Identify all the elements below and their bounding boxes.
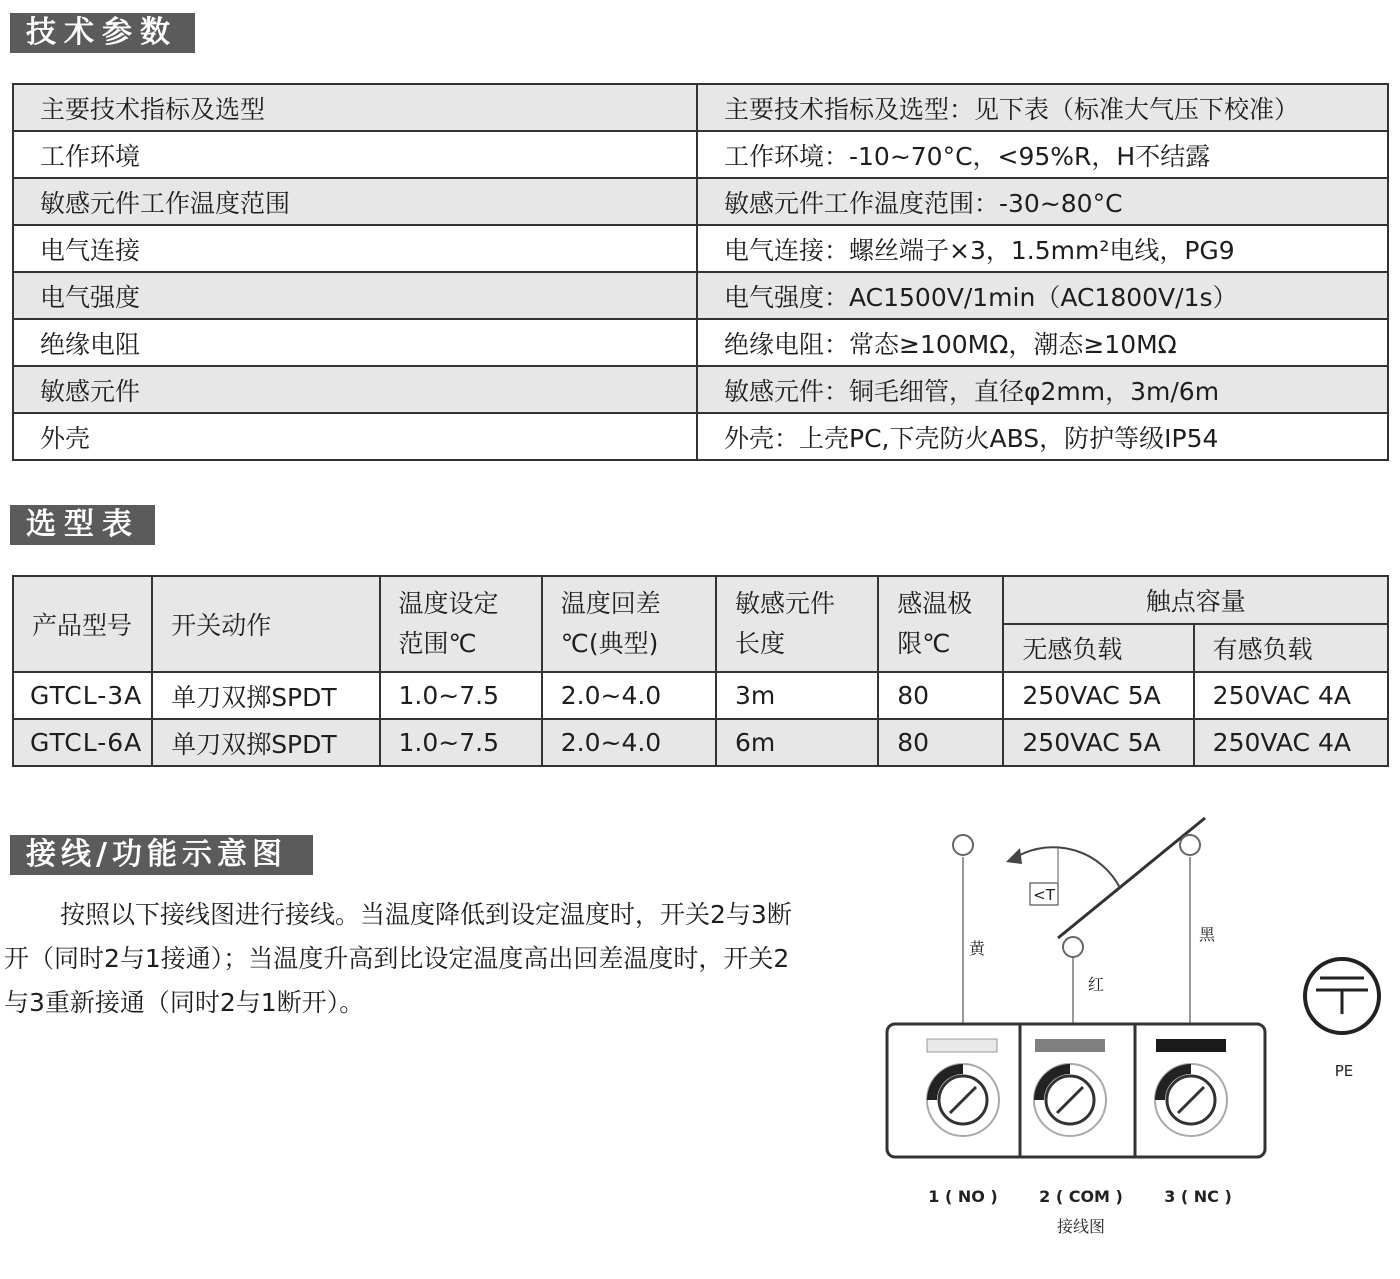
table-cell: 250VAC 5A [1003,672,1193,719]
rotation-arrow-icon [1018,847,1120,888]
table-cell: 敏感元件工作温度范围：-30~80°C [697,178,1388,225]
terminal-label-no: 1 ( NO ) [928,1187,998,1206]
table-cell: 1.0~7.5 [380,719,542,766]
table-row [13,672,1388,719]
table-cell: 绝缘电阻：常态≥100MΩ，潮态≥10MΩ [697,319,1388,366]
color-strip-yellow [927,1039,997,1052]
header-hysteresis [542,576,716,672]
table-cell: 2.0~4.0 [542,672,716,719]
header-inductive-load: 有感负载 [1194,624,1388,672]
table-row [13,84,1388,131]
table-cell: 80 [878,719,1003,766]
table-cell: 250VAC 5A [1003,719,1193,766]
table-cell: 1.0~7.5 [380,672,542,719]
header-line: ℃(典型) [560,629,659,658]
table-row [13,719,1388,766]
table-cell: 80 [878,672,1003,719]
table-cell: 电气强度：AC1500V/1min（AC1800V/1s） [697,272,1388,319]
header-temp-limit [878,576,1003,672]
table-cell: 250VAC 4A [1194,672,1388,719]
table-cell: 绝缘电阻 [13,319,697,366]
header-line: 敏感元件 [735,589,836,618]
section-title-selection: 选型表 [10,505,155,545]
table-cell: 主要技术指标及选型：见下表（标准大气压下校准） [697,84,1388,131]
table-row [13,413,1388,460]
table-cell: 6m [716,719,878,766]
section-title-wiring: 接线/功能示意图 [10,835,313,875]
arrow-head-icon [1006,848,1022,864]
header-setting-range [380,576,542,672]
header-resistive-load: 无感负载 [1003,624,1193,672]
table-cell: 敏感元件：铜毛细管，直径φ2mm，3m/6m [697,366,1388,413]
color-strip-black [1156,1039,1226,1052]
wiring-description: 按照以下接线图进行接线。当温度降低到设定温度时，开关2与3断开（同时2与1接通）；当温度升高到比设定温度高出回差温度时，开关2与3重新接通（同时2与1断开）。 [4,900,792,1017]
table-row [13,272,1388,319]
screw-terminal-icon [927,1064,999,1136]
table-row [13,178,1388,225]
table-cell: 主要技术指标及选型 [13,84,697,131]
header-contact-capacity: 触点容量 [1003,576,1388,624]
header-line: 限℃ [897,629,951,658]
color-strip-red [1035,1039,1105,1052]
temp-label: <T [1033,886,1055,904]
header-line: 温度回差 [560,589,661,618]
table-cell: 电气强度 [13,272,697,319]
table-cell: 3m [716,672,878,719]
wire-label-yellow: 黄 [968,939,986,958]
table-cell: GTCL-6A [13,719,152,766]
table-row [13,319,1388,366]
table-cell: 敏感元件工作温度范围 [13,178,697,225]
table-cell: 电气连接：螺丝端子×3，1.5mm²电线，PG9 [697,225,1388,272]
table-cell: 外壳：上壳PC,下壳防火ABS，防护等级IP54 [697,413,1388,460]
screw-terminal-icon [1034,1064,1106,1136]
pe-label: PE [1334,1062,1354,1080]
header-line: 范围℃ [398,629,477,658]
selection-table [12,575,1389,767]
table-cell: 单刀双掷SPDT [152,672,379,719]
table-cell: 2.0~4.0 [542,719,716,766]
table-cell: 电气连接 [13,225,697,272]
screw-terminal-icon [1155,1064,1227,1136]
table-row [13,131,1388,178]
diagram-caption: 接线图 [1056,1217,1106,1236]
terminal-label-com: 2 ( COM ) [1039,1187,1123,1206]
table-cell: 外壳 [13,413,697,460]
header-model: 产品型号 [13,576,152,672]
contact-com-icon [1063,937,1083,957]
tech-params-table [12,83,1389,461]
table-row [13,366,1388,413]
table-cell: 敏感元件 [13,366,697,413]
contact-nc-icon [1180,835,1200,855]
switch-lever [1058,818,1205,938]
ground-symbol-icon [1305,959,1379,1033]
table-cell: 工作环境 [13,131,697,178]
table-cell: 单刀双掷SPDT [152,719,379,766]
table-header-row [13,576,1388,624]
contact-no-icon [953,835,973,855]
table-cell: 250VAC 4A [1194,719,1388,766]
terminal-label-nc: 3 ( NC ) [1164,1187,1232,1206]
table-row [13,225,1388,272]
header-line: 感温极 [897,589,973,618]
header-line: 长度 [735,629,786,658]
table-cell: 工作环境：-10~70°C，<95%R，H不结露 [697,131,1388,178]
wiring-diagram [870,810,1390,1250]
header-sensor-length [716,576,878,672]
table-cell: GTCL-3A [13,672,152,719]
wire-label-red: 红 [1087,975,1105,994]
header-line: 温度设定 [398,589,499,618]
wire-label-black: 黑 [1198,925,1216,944]
header-switch-action: 开关动作 [152,576,379,672]
section-title-tech-params: 技术参数 [10,13,195,53]
